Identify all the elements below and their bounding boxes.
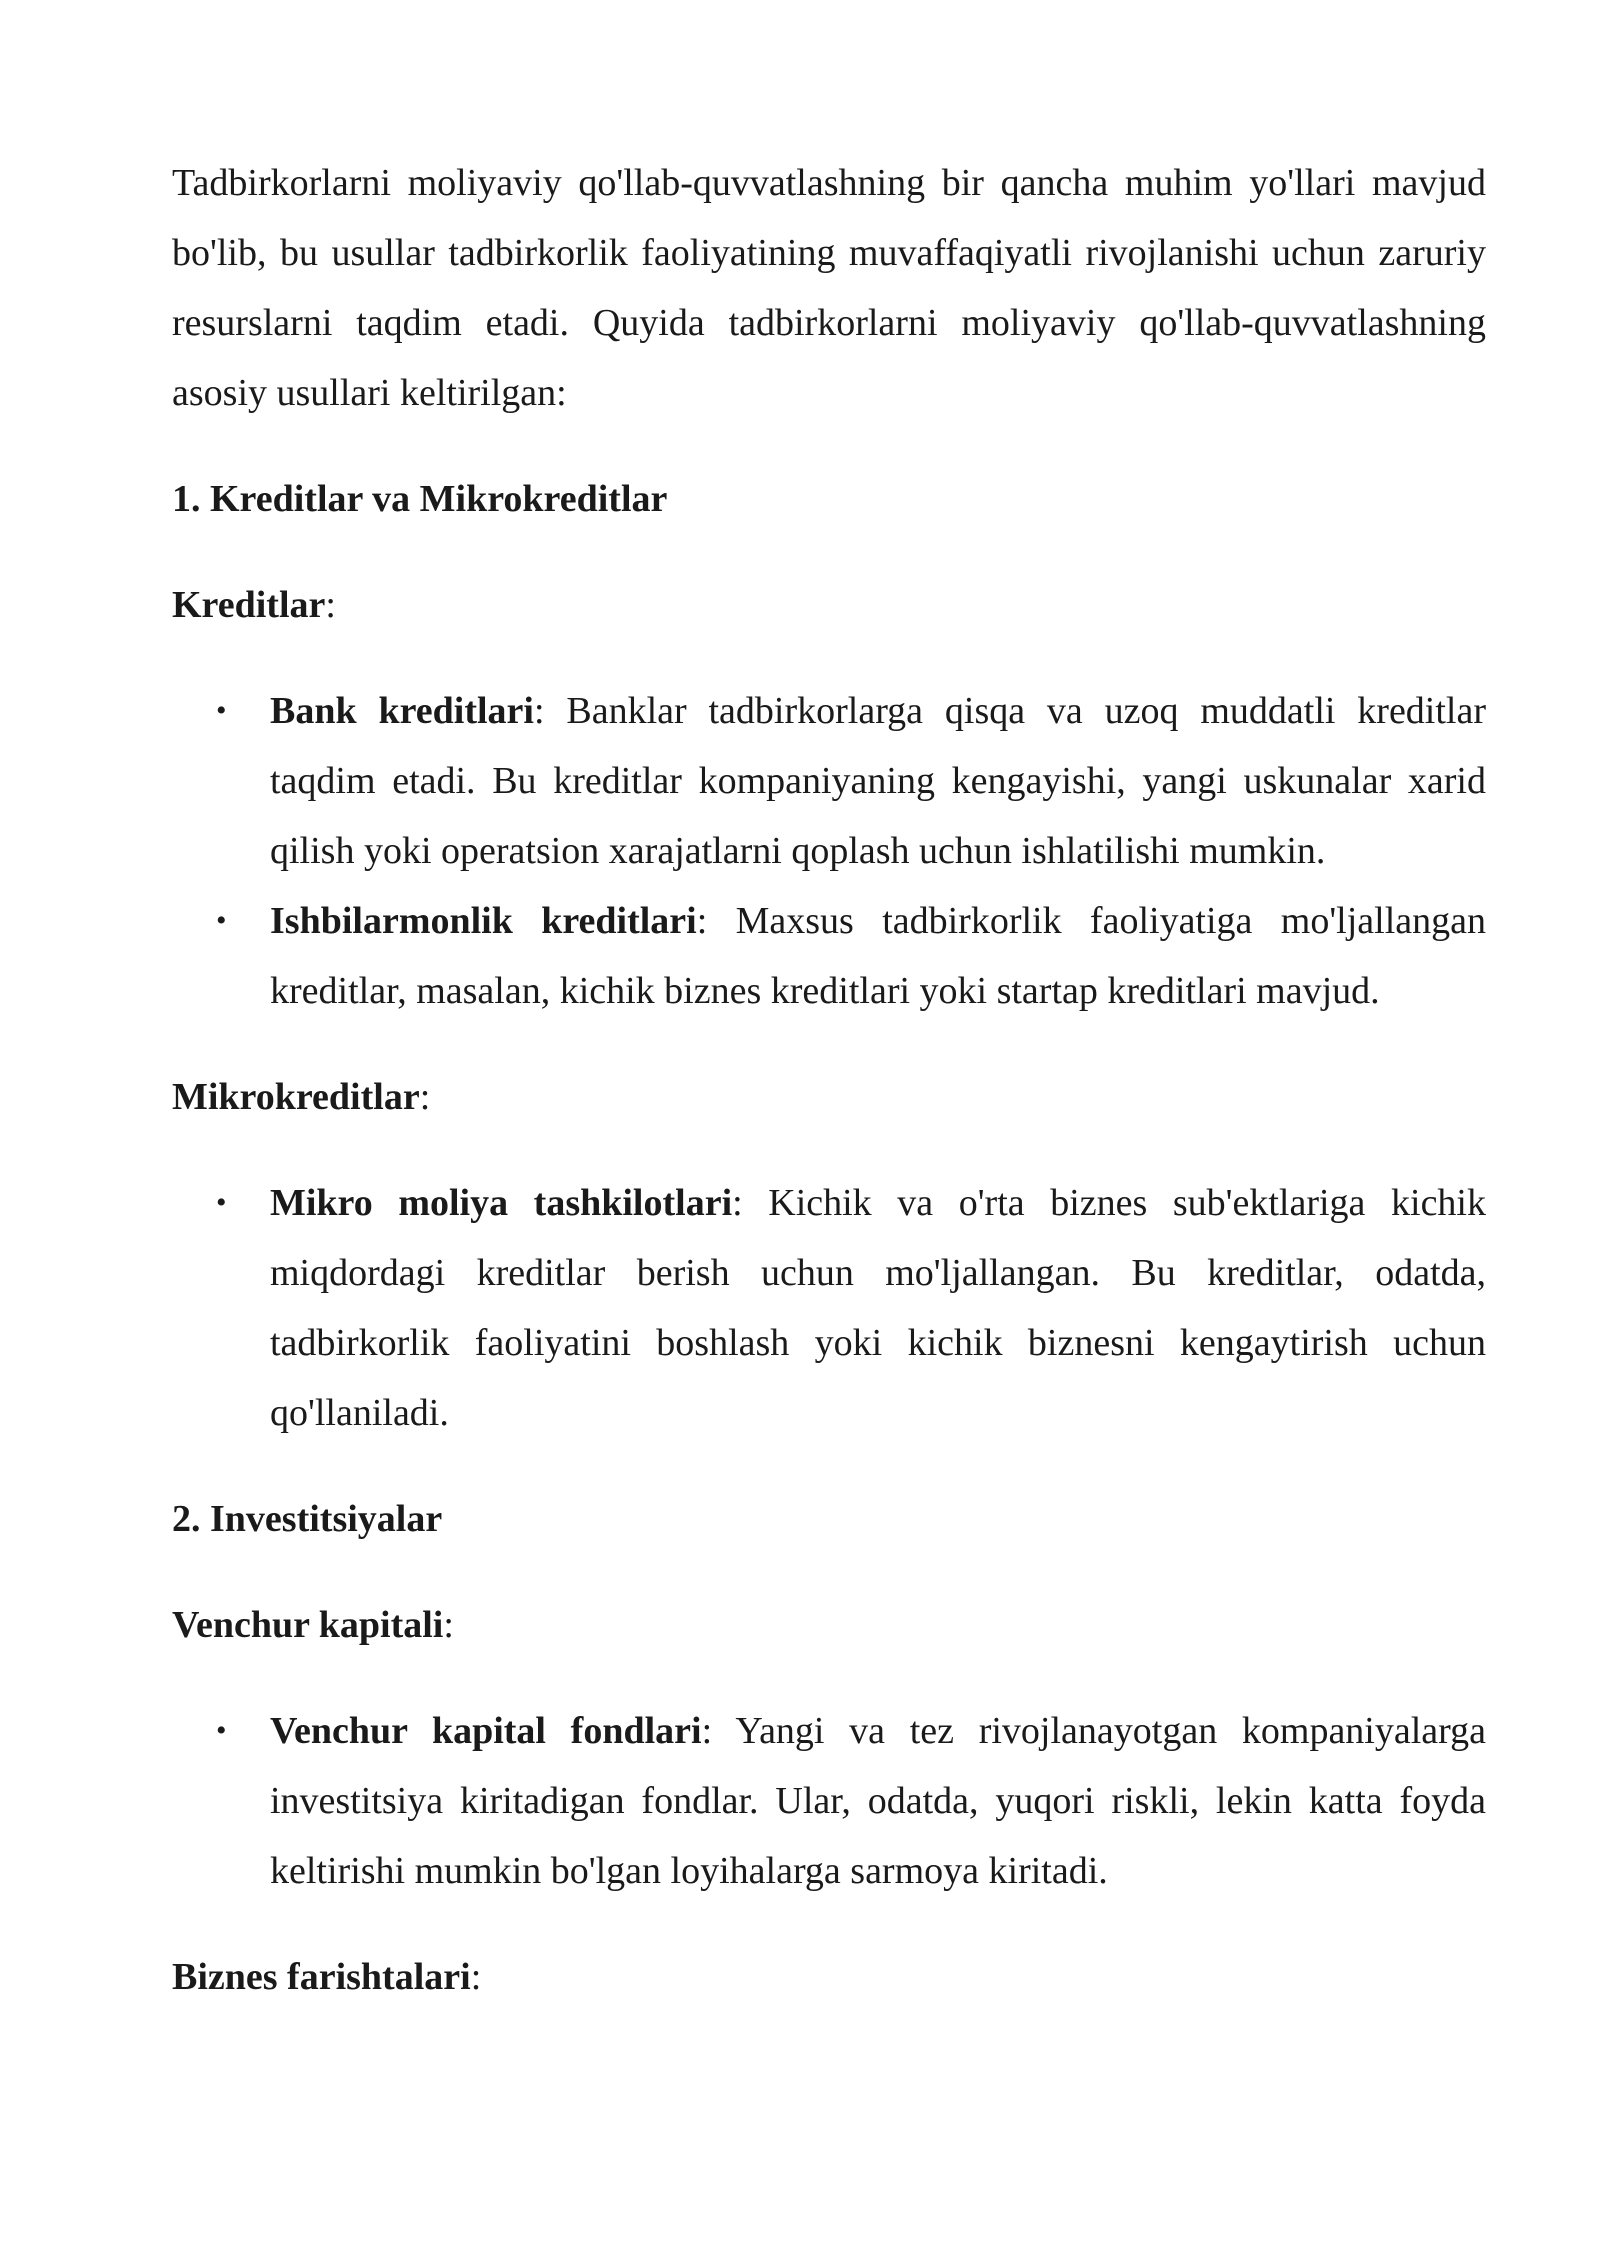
venchur-heading-colon: : [443, 1604, 454, 1646]
bullet-icon: • [216, 1714, 227, 1747]
bullet-icon: • [216, 904, 227, 937]
venchur-heading [172, 1590, 1486, 1660]
list-item-term: Ishbilarmonlik kreditlari [270, 900, 697, 942]
mikrokreditlar-list [172, 1168, 1486, 1448]
mikrokreditlar-heading [172, 1062, 1486, 1132]
farishtalar-heading [172, 1942, 1486, 2012]
list-item [172, 1168, 1486, 1448]
list-item-text: : Yangi va tez rivojlanayotgan kompaniyalarga investitsiya kiritadigan fondlar. Ular, odatda, yuqori riskli, lekin katta foyda keltirishi mumkin bo'lgan loyihalarga sarmoya kiritadi. [270, 1710, 1486, 1892]
list-item [172, 886, 1486, 1026]
list-item [172, 1696, 1486, 1906]
kreditlar-heading-text: Kreditlar [172, 584, 326, 626]
list-item-text: : Banklar tadbirkorlarga qisqa va uzoq muddatli kreditlar taqdim etadi. Bu kreditlar kompaniyaning kengayishi, yangi uskunalar xarid qilish yoki operatsion xarajatlarni qoplash uchun ishlatilishi mumkin. [270, 690, 1486, 872]
intro-paragraph: Tadbirkorlarni moliyaviy qo'llab-quvvatlashning bir qancha muhim yo'llari mavjud bo'lib, bu usullar tadbirkorlik faoliyatining muvaffaqiyatli rivojlanishi uchun zaruriy resurslarni taqdim etadi. Quyida tadbirkorlarni moliyaviy qo'llab-quvvatlashning asosiy usullari keltirilgan: [172, 162, 1486, 414]
list-item-term: Mikro moliya tashkilotlari [270, 1182, 733, 1224]
list-item [172, 676, 1486, 886]
venchur-heading-text: Venchur kapitali [172, 1604, 444, 1646]
farishtalar-heading-text: Biznes farishtalari [172, 1956, 471, 1998]
bullet-icon: • [216, 1186, 227, 1219]
section-2-title: 2. Investitsiyalar [172, 1498, 443, 1540]
document-page [172, 148, 1486, 2012]
section-1-title: 1. Kreditlar va Mikrokreditlar [172, 478, 668, 520]
kreditlar-list [172, 676, 1486, 1026]
mikrokreditlar-heading-colon: : [419, 1076, 431, 1118]
bullet-icon: • [216, 694, 227, 727]
venchur-list [172, 1696, 1486, 1906]
list-item-term: Venchur kapital fondlari [270, 1710, 702, 1752]
farishtalar-heading-colon: : [470, 1956, 482, 1998]
kreditlar-heading-colon: : [325, 584, 336, 626]
list-item-text: : Maxsus tadbirkorlik faoliyatiga mo'ljallangan kreditlar, masalan, kichik biznes kreditlari yoki startap kreditlari mavjud. [270, 900, 1486, 1012]
mikrokreditlar-heading-text: Mikrokreditlar [172, 1076, 420, 1118]
list-item-term: Bank kreditlari [270, 690, 534, 732]
kreditlar-heading [172, 570, 1486, 640]
list-item-text: : Kichik va o'rta biznes sub'ektlariga kichik miqdordagi kreditlar berish uchun mo'ljallangan. Bu kreditlar, odatda, tadbirkorlik faoliyatini boshlash yoki kichik biznesni kengaytirish uchun qo'llaniladi. [270, 1182, 1486, 1434]
